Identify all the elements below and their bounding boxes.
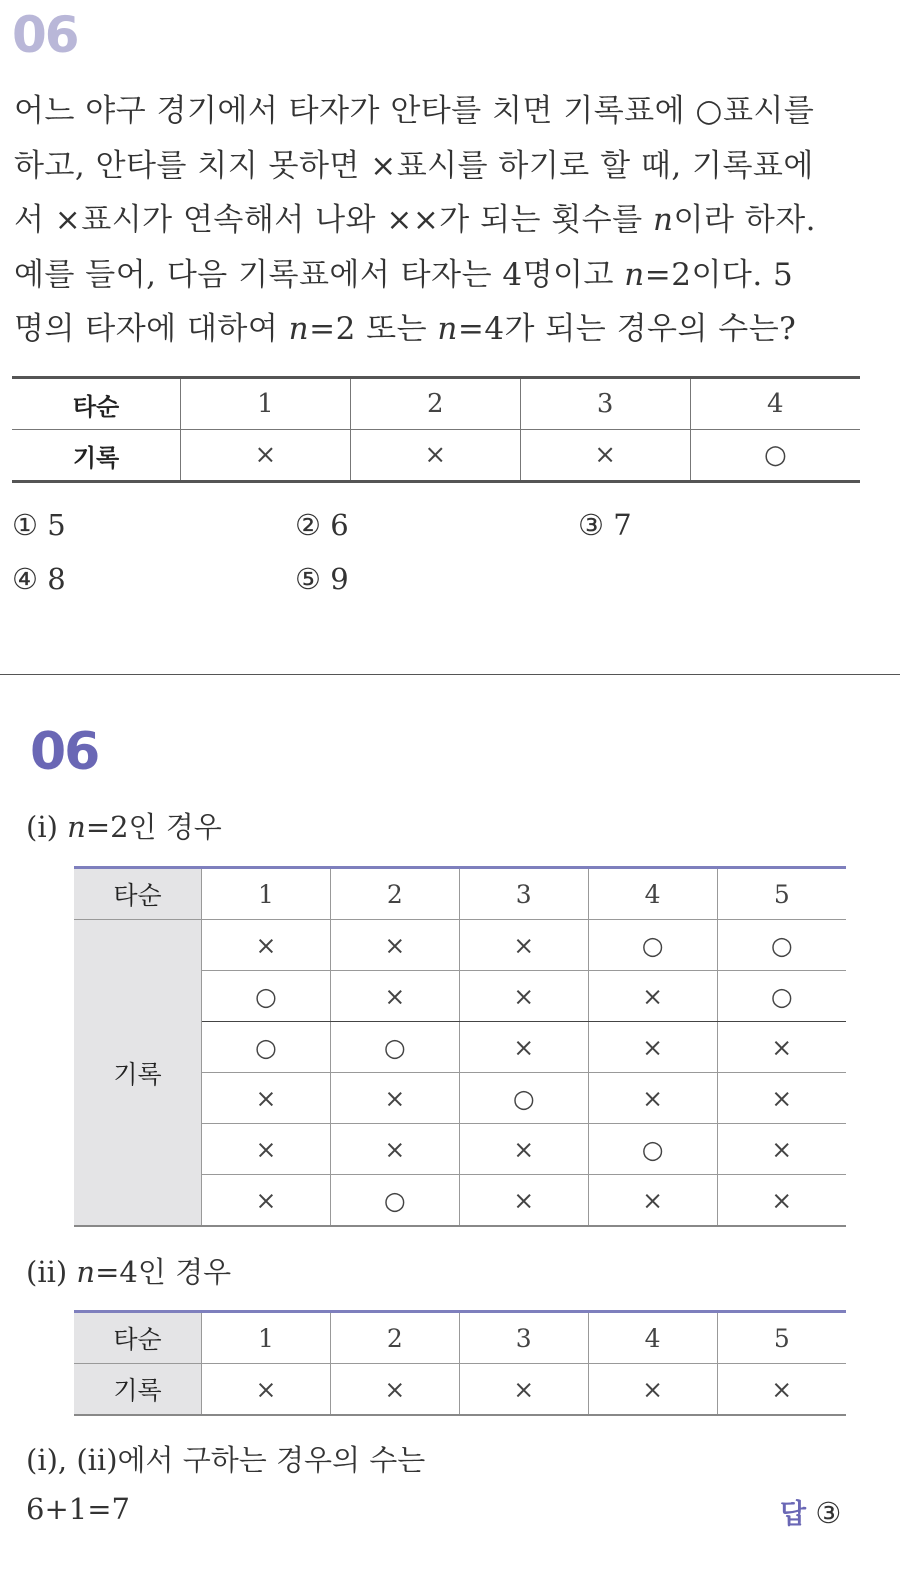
case2-suffix: =4인 경우 <box>95 1255 232 1289</box>
problem-line: 서 ×표시가 연속해서 나와 ××가 되는 횟수를 𝑛이라 하자. <box>14 202 816 238</box>
record-cell: × <box>330 1364 459 1416</box>
order-cell: 4 <box>588 1312 717 1364</box>
record-cell: ○ <box>330 1022 459 1073</box>
case1-prefix: (ⅰ) <box>26 810 68 844</box>
row-header-order: 타순 <box>12 378 181 430</box>
order-cell: 1 <box>202 868 331 920</box>
record-cell: × <box>588 1073 717 1124</box>
record-cell: × <box>202 1124 331 1175</box>
record-cell: × <box>330 1124 459 1175</box>
record-cell: × <box>330 920 459 971</box>
choice-3[interactable]: ③ 7 <box>578 508 632 542</box>
record-cell: × <box>202 1073 331 1124</box>
table-row <box>74 868 846 920</box>
case1-variable: n <box>67 810 86 844</box>
record-cell: ○ <box>330 1175 459 1227</box>
order-cell: 2 <box>330 868 459 920</box>
record-cell: ○ <box>588 1124 717 1175</box>
order-cell: 3 <box>459 868 588 920</box>
record-cell: × <box>202 1364 331 1416</box>
order-cell: 5 <box>717 1312 846 1364</box>
record-cell: × <box>771 1185 793 1215</box>
record-cell: × <box>588 1364 717 1416</box>
order-cell: 1 <box>202 1312 331 1364</box>
solution-number: 06 <box>30 722 99 782</box>
case1-heading <box>26 805 222 846</box>
problem-line: 어느 야구 경기에서 타자가 안타를 치면 기록표에 ○표시를 <box>14 93 815 129</box>
record-cell: × <box>771 1374 793 1404</box>
example-record-table <box>12 376 860 483</box>
order-cell: 5 <box>717 868 846 920</box>
record-cell: × <box>717 1073 846 1124</box>
record-cell: × <box>717 1124 846 1175</box>
row-header-record: 기록 <box>12 430 181 482</box>
table-row <box>74 1312 846 1364</box>
case2-variable: n <box>76 1255 96 1289</box>
choice-4[interactable]: ④ 8 <box>12 562 66 596</box>
table-row <box>12 430 860 482</box>
record-cell: × <box>181 430 351 482</box>
record-cell: ○ <box>717 971 846 1022</box>
record-cell: ○ <box>763 440 787 470</box>
record-cell: × <box>330 1073 459 1124</box>
row-header-record: 기록 <box>74 920 202 1227</box>
record-cell: × <box>350 430 520 482</box>
order-cell: 3 <box>520 378 690 430</box>
order-cell: 4 <box>690 378 860 430</box>
final-answer <box>780 1492 841 1531</box>
order-cell: 1 <box>181 378 351 430</box>
record-cell: × <box>520 430 690 482</box>
order-cell: 2 <box>350 378 520 430</box>
order-cell: 3 <box>459 1312 588 1364</box>
record-cell: × <box>459 971 588 1022</box>
record-cell: × <box>459 920 588 971</box>
choice-5[interactable]: ⑤ 9 <box>295 562 349 596</box>
order-cell: 4 <box>588 868 717 920</box>
summary-text: (ⅰ), (ⅱ)에서 구하는 경우의 수는 <box>26 1443 426 1477</box>
record-cell: × <box>588 1022 717 1073</box>
record-cell: × <box>459 1175 588 1227</box>
row-header-order: 타순 <box>74 868 202 920</box>
record-cell: × <box>717 1022 846 1073</box>
order-cell: 2 <box>330 1312 459 1364</box>
record-cell: ○ <box>202 1022 331 1073</box>
table-row <box>74 1364 846 1416</box>
case1-suffix: =2인 경우 <box>85 810 222 844</box>
choice-1[interactable]: ① 5 <box>12 508 66 542</box>
section-divider <box>0 674 900 675</box>
choice-2[interactable]: ② 6 <box>295 508 349 542</box>
case2-table <box>74 1310 846 1416</box>
answer-value: ③ <box>815 1496 842 1530</box>
equation-text: 6+1=7 <box>26 1492 130 1526</box>
row-header-record: 기록 <box>74 1364 202 1416</box>
case1-table <box>74 866 846 1227</box>
problem-line: 예를 들어, 다음 기록표에서 타자는 4명이고 𝑛=2이다. 5 <box>14 256 794 293</box>
row-header-order: 타순 <box>74 1312 202 1364</box>
record-cell: ○ <box>459 1073 588 1124</box>
record-cell: ○ <box>588 920 717 971</box>
record-cell: ○ <box>717 920 846 971</box>
record-cell: ○ <box>202 971 331 1022</box>
problem-statement <box>14 84 866 357</box>
record-cell: × <box>330 971 459 1022</box>
record-cell: × <box>459 1022 588 1073</box>
table-row <box>74 920 846 971</box>
problem-number: 06 <box>12 6 78 64</box>
record-cell: × <box>588 1175 717 1227</box>
record-cell: × <box>202 1175 331 1227</box>
record-cell: × <box>588 971 717 1022</box>
case2-prefix: (ⅱ) <box>26 1255 77 1289</box>
case2-heading <box>26 1250 231 1291</box>
record-cell: × <box>459 1124 588 1175</box>
table-row <box>12 378 860 430</box>
problem-line: 하고, 안타를 치지 못하면 ×표시를 하기로 할 때, 기록표에 <box>14 147 814 184</box>
problem-line: 명의 타자에 대하여 𝑛=2 또는 𝑛=4가 되는 경우의 수는? <box>14 311 797 347</box>
record-cell: × <box>202 920 331 971</box>
answer-label: 답 <box>780 1499 807 1530</box>
record-cell: × <box>459 1364 588 1416</box>
